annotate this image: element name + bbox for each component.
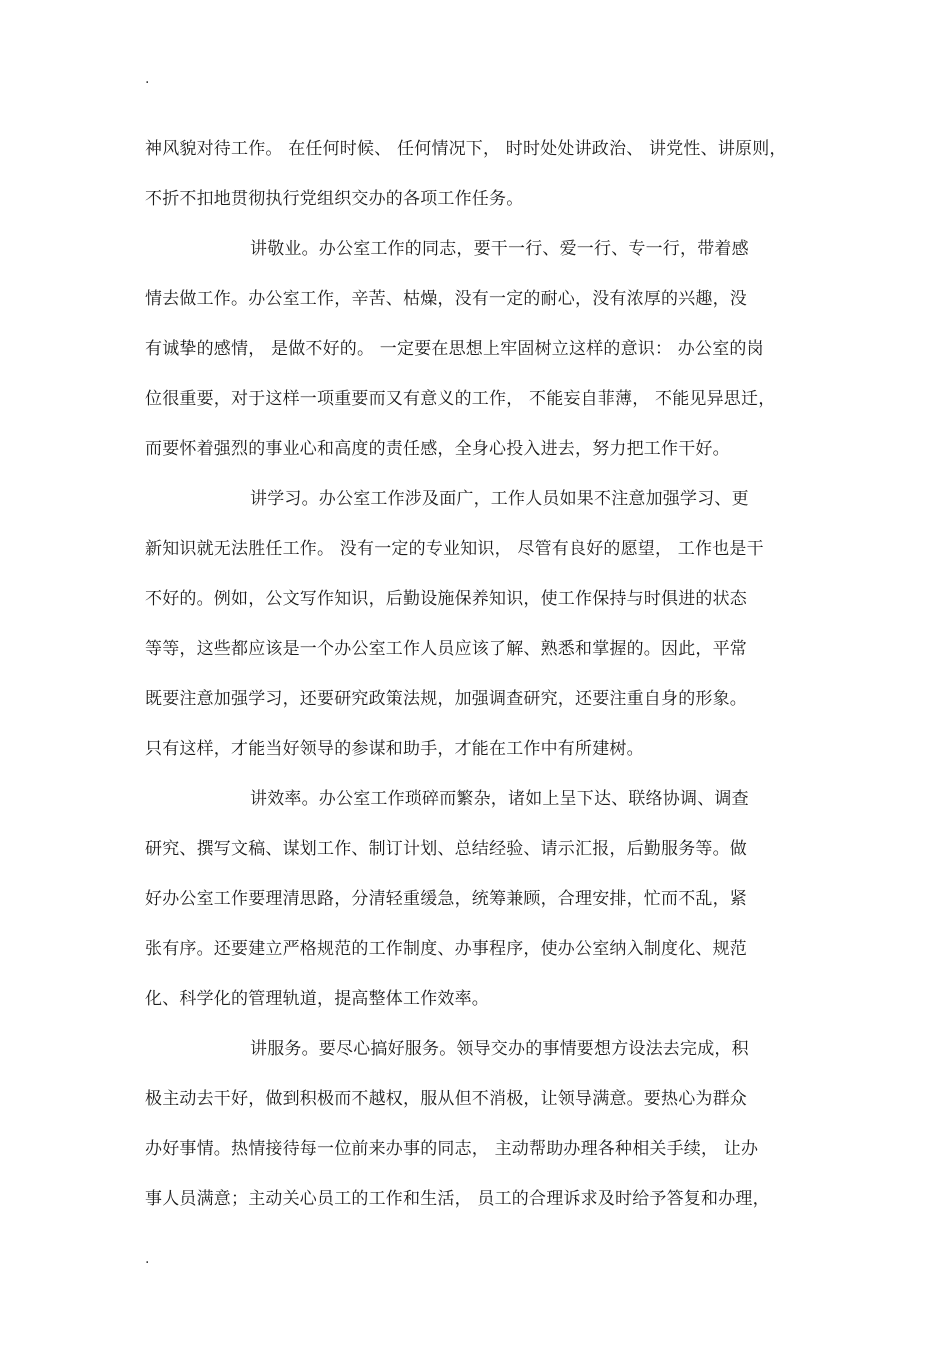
text-line: 好办公室工作要理清思路，分清轻重缓急，统筹兼顾，合理安排，忙而不乱，紧: [145, 889, 747, 909]
text-line: 而要怀着强烈的事业心和高度的责任感，全身心投入进去，努力把工作干好。: [145, 439, 730, 459]
document-body: [145, 124, 810, 1224]
text-line: 讲服务。要尽心搞好服务。领导交办的事情要想方设法去完成，积: [250, 1039, 749, 1059]
text-line: 张有序。还要建立严格规范的工作制度、办事程序，使办公室纳入制度化、规范: [145, 939, 747, 959]
text-line: 讲敬业。办公室工作的同志，要干一行、爱一行、专一行，带着感: [250, 239, 749, 259]
text-line: 等等，这些都应该是一个办公室工作人员应该了解、熟悉和掌握的。因此，平常: [145, 639, 747, 659]
text-line: 极主动去干好，做到积极而不越权，服从但不消极，让领导满意。要热心为群众: [145, 1089, 747, 1109]
text-line: 研究、撰写文稿、谋划工作、制订计划、总结经验、请示汇报，后勤服务等。做: [145, 839, 747, 859]
text-line: 办好事情。热情接待每一位前来办事的同志， 主动帮助办理各种相关手续， 让办: [145, 1139, 759, 1159]
text-line: 不折不扣地贯彻执行党组织交办的各项工作任务。: [145, 189, 524, 209]
text-line: 神风貌对待工作。 在任何时候、 任何情况下， 时时处处讲政治、 讲党性、讲原则，: [145, 139, 787, 159]
text-line: 位很重要，对于这样一项重要而又有意义的工作， 不能妄自菲薄， 不能见异思迁，: [145, 389, 776, 409]
text-line: 情去做工作。办公室工作，辛苦、枯燥，没有一定的耐心，没有浓厚的兴趣，没: [145, 289, 747, 309]
page-marker-bottom: .: [145, 1251, 150, 1267]
text-line: 讲学习。办公室工作涉及面广，工作人员如果不注意加强学习、更: [250, 489, 749, 509]
text-line: 只有这样，才能当好领导的参谋和助手，才能在工作中有所建树。: [145, 739, 644, 759]
text-line: 化、科学化的管理轨道，提高整体工作效率。: [145, 989, 489, 1009]
text-line: 新知识就无法胜任工作。 没有一定的专业知识， 尽管有良好的愿望， 工作也是干: [145, 539, 764, 559]
text-line: 不好的。例如，公文写作知识，后勤设施保养知识，使工作保持与时俱进的状态: [145, 589, 747, 609]
page-marker-top: .: [145, 71, 150, 87]
text-line: 既要注意加强学习，还要研究政策法规，加强调查研究，还要注重自身的形象。: [145, 689, 747, 709]
text-line: 事人员满意；主动关心员工的工作和生活， 员工的合理诉求及时给予答复和办理，: [145, 1189, 770, 1209]
text-line: 讲效率。办公室工作琐碎而繁杂，诸如上呈下达、联络协调、调查: [250, 789, 749, 809]
text-line: 有诚挚的感情， 是做不好的。 一定要在思想上牢固树立这样的意识： 办公室的岗: [145, 339, 764, 359]
